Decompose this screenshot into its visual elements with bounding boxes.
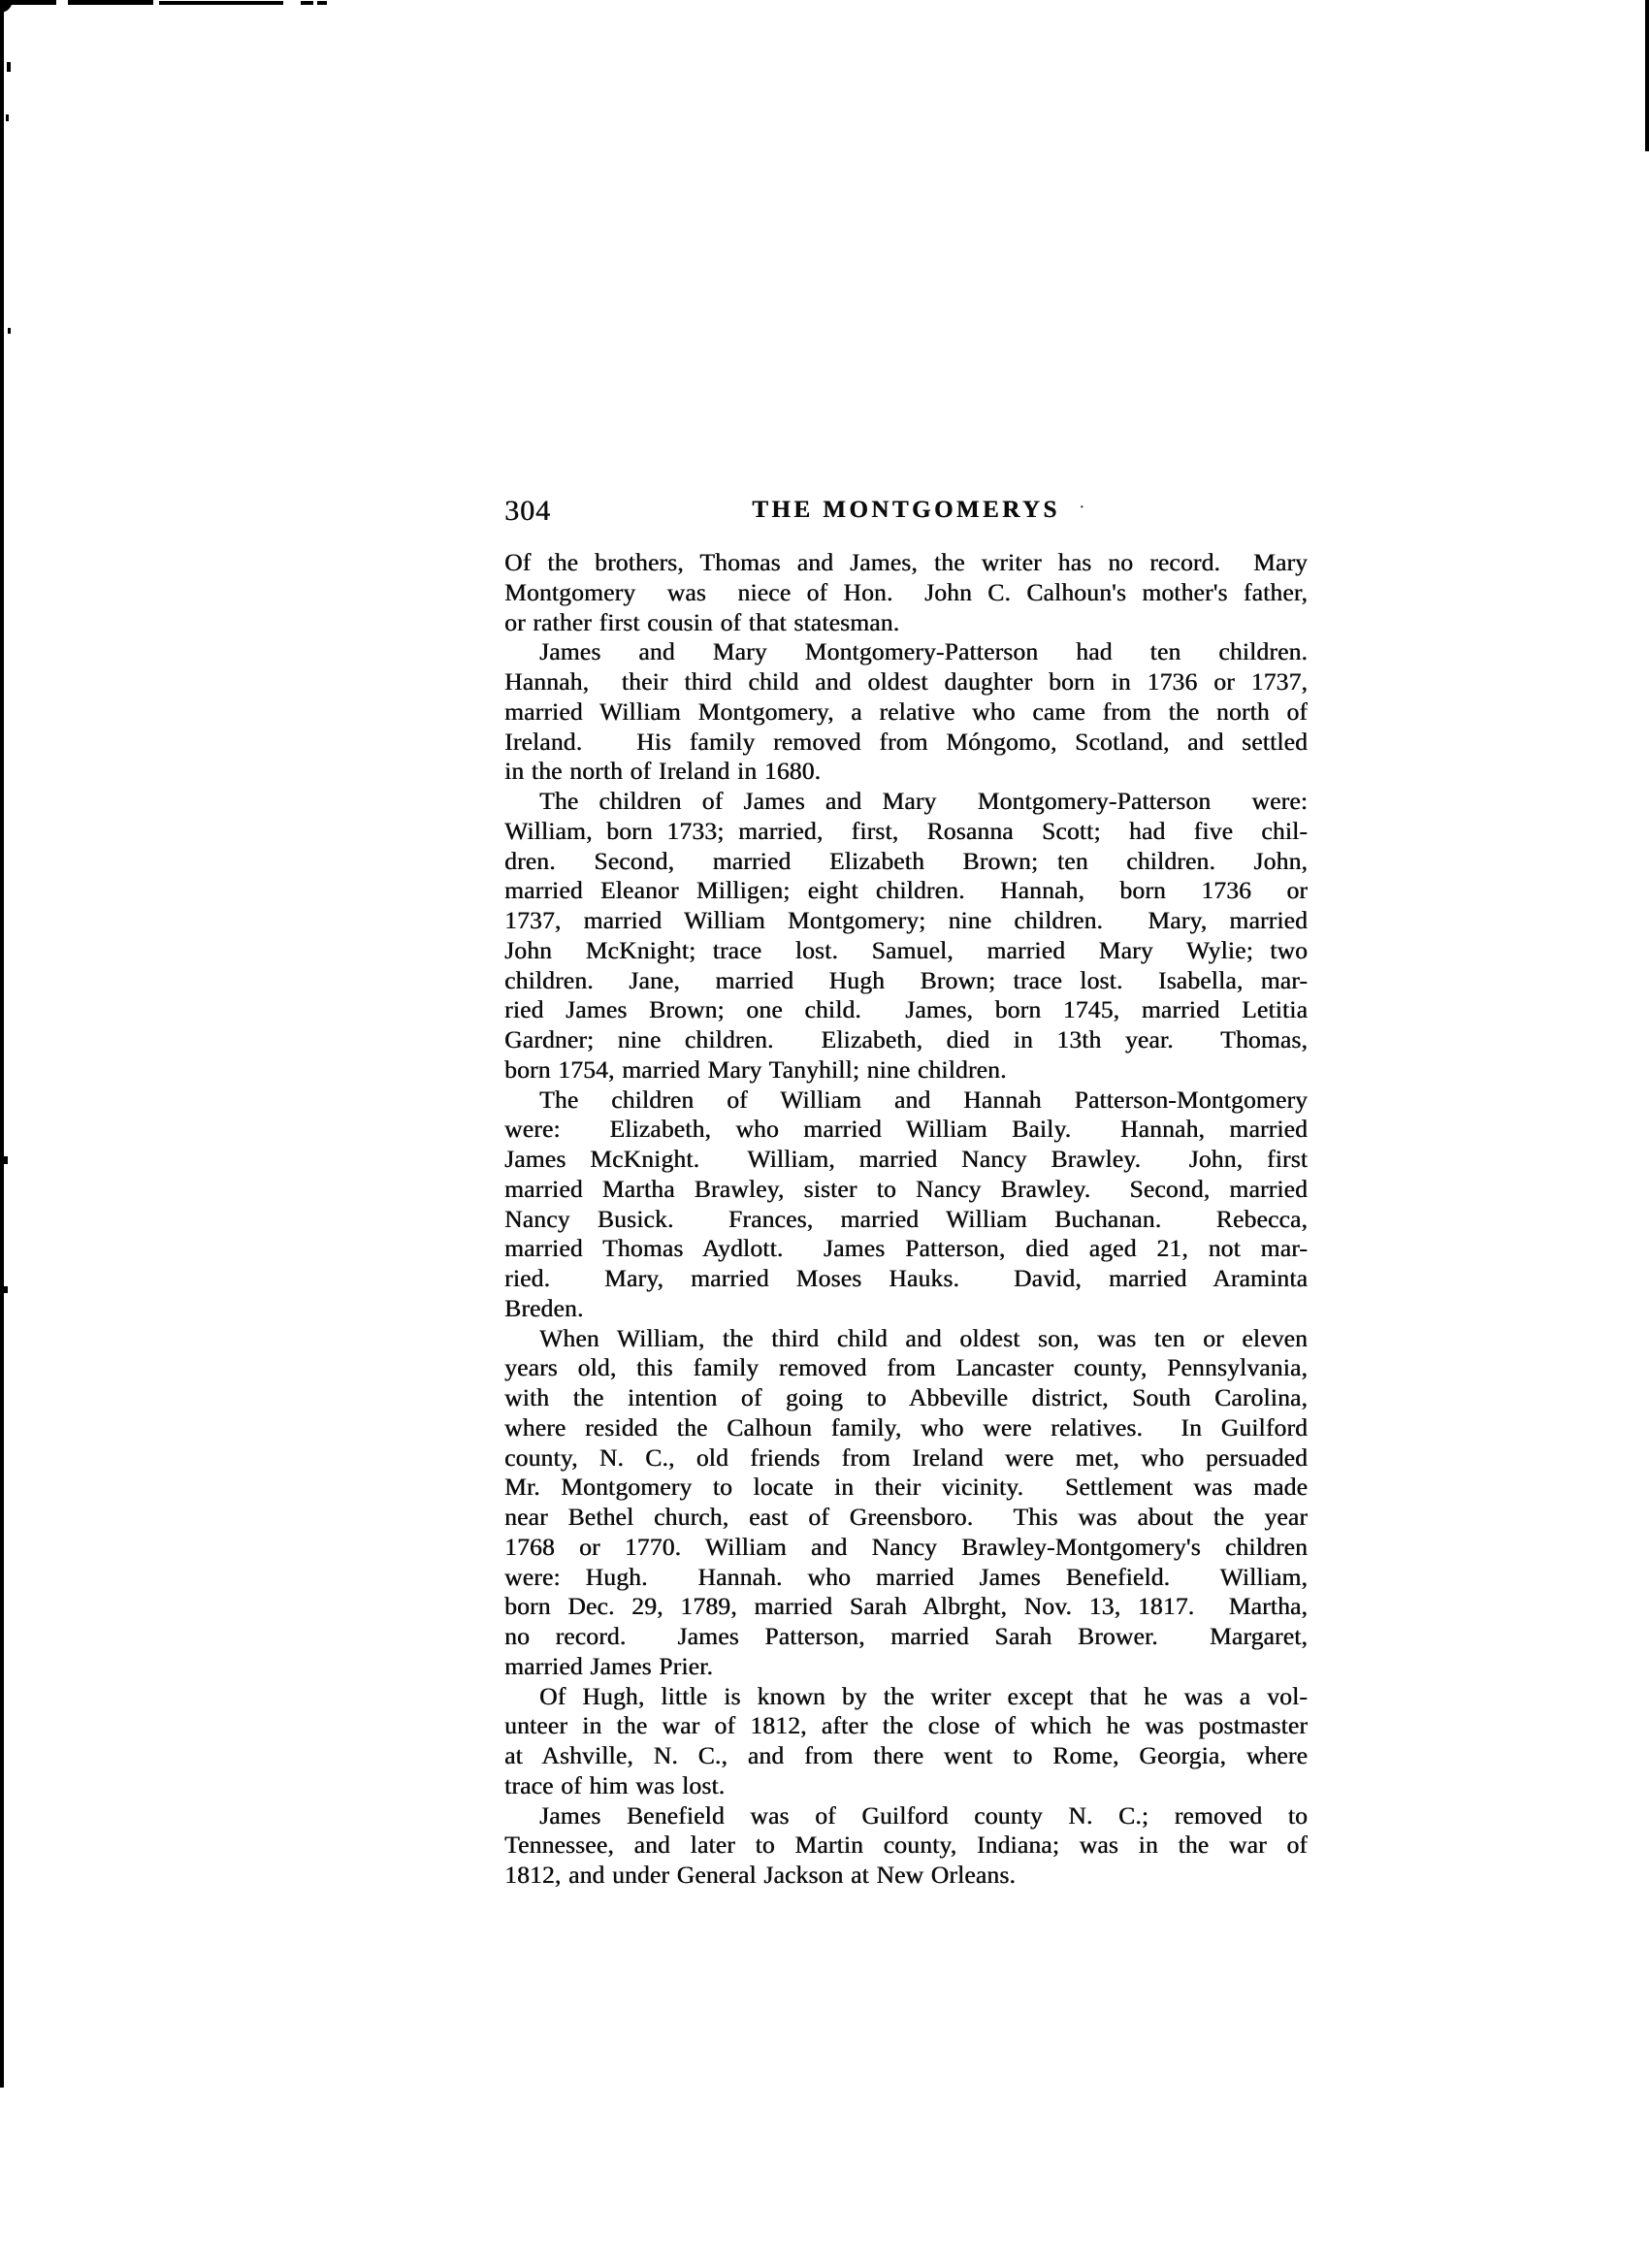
text-line: Hannah, their third child and oldest daughter born in 1736 or 1737, — [504, 667, 1308, 696]
text-line: ried. Mary, married Moses Hauks. David, married Araminta — [504, 1264, 1308, 1292]
paragraph — [504, 1085, 1308, 1324]
text-line: where resided the Calhoun family, who were relatives. In Guilford — [504, 1412, 1308, 1442]
text-line: married Martha Brawley, sister to Nancy Brawley. Second, married — [504, 1174, 1308, 1203]
text-line: born 1754, married Mary Tanyhill; nine children. — [504, 1054, 1007, 1084]
text-line: Breden. — [504, 1293, 584, 1322]
paragraph — [504, 787, 1308, 1085]
text-line: near Bethel church, east of Greensboro. This was about the year — [504, 1503, 1308, 1531]
scan-speck — [7, 62, 11, 72]
text-line: married Thomas Aydlott. James Patterson, died aged 21, not mar- — [504, 1234, 1308, 1263]
text-line: Montgomery was niece of Hon. John C. Calhoun's mother's father, — [504, 577, 1308, 606]
text-line: The children of William and Hannah Patterson-Montgomery — [539, 1085, 1308, 1114]
scan-speck — [4, 1156, 8, 1164]
scan-top-edge-artifact — [301, 1, 313, 5]
text-line: were: Hugh. Hannah. who married James Benefield. William, — [504, 1562, 1308, 1591]
text-line: 1768 or 1770. William and Nancy Brawley-Montgomery's children — [504, 1532, 1308, 1561]
text-line: John McKnight; trace lost. Samuel, married Mary Wylie; two — [504, 935, 1308, 964]
text-line: no record. James Patterson, married Sarah Brower. Margaret, — [504, 1622, 1308, 1650]
scan-left-edge-artifact — [0, 0, 4, 2088]
page-body — [504, 548, 1308, 1891]
text-line: trace of him was lost. — [504, 1770, 726, 1799]
scan-right-edge-artifact — [1645, 0, 1649, 151]
scan-top-edge-artifact — [0, 0, 56, 5]
header-ink-mark: · — [1079, 497, 1085, 518]
text-line: Of the brothers, Thomas and James, the writer has no record. Mary — [504, 548, 1308, 576]
text-line: James and Mary Montgomery-Patterson had ten children. — [539, 637, 1308, 666]
scan-speck — [4, 1286, 8, 1293]
paragraph — [504, 1324, 1308, 1682]
paragraph — [504, 1682, 1308, 1801]
page-header — [504, 497, 1308, 530]
running-title: THE MONTGOMERYS — [752, 497, 1060, 523]
text-line: Of Hugh, little is known by the writer except that he was a vol- — [539, 1681, 1308, 1710]
text-line: in the north of Ireland in 1680. — [504, 757, 822, 786]
text-line: with the intention of going to Abbeville district, South Carolina, — [504, 1383, 1308, 1411]
paragraph — [504, 1801, 1308, 1891]
text-line: Tennessee, and later to Martin county, Indiana; was in the war of — [504, 1831, 1308, 1860]
text-line: Ireland. His family removed from Móngomo, Scotland, and settled — [504, 727, 1308, 756]
paragraph — [504, 548, 1308, 637]
text-line: or rather first cousin of that statesman. — [504, 607, 900, 636]
text-line: married James Prier. — [504, 1651, 713, 1680]
text-line: born Dec. 29, 1789, married Sarah Albrght, Nov. 13, 1817. Martha, — [504, 1592, 1308, 1621]
scan-top-edge-artifact — [159, 1, 283, 5]
text-line: The children of James and Mary Montgomery-Patterson were: — [539, 787, 1308, 815]
text-line: at Ashville, N. C., and from there went to Rome, Georgia, where — [504, 1741, 1308, 1769]
text-line: 1812, and under General Jackson at New Orleans. — [504, 1861, 1016, 1889]
text-line: 1737, married William Montgomery; nine children. Mary, married — [504, 906, 1308, 934]
paragraph — [504, 637, 1308, 787]
text-line: county, N. C., old friends from Ireland were met, who persuaded — [504, 1442, 1308, 1472]
scan-speck — [1, 2076, 4, 2086]
text-line: Gardner; nine children. Elizabeth, died in 13th year. Thomas, — [504, 1025, 1308, 1053]
text-line: married Eleanor Milligen; eight children. Hannah, born 1736 or — [504, 876, 1308, 905]
text-line: William, born 1733; married, first, Rosanna Scott; had five chil- — [504, 816, 1308, 845]
text-line: years old, this family removed from Lancaster county, Pennsylvania, — [504, 1353, 1308, 1382]
text-line: were: Elizabeth, who married William Baily. Hannah, married — [504, 1115, 1308, 1144]
scan-speck — [6, 114, 9, 121]
scan-top-edge-artifact — [68, 0, 153, 5]
text-column — [504, 497, 1308, 1891]
text-line: Mr. Montgomery to locate in their vicinity. Settlement was made — [504, 1473, 1308, 1502]
text-line: dren. Second, married Elizabeth Brown; ten children. John, — [504, 846, 1308, 875]
text-line: James Benefield was of Guilford county N. C.; removed to — [539, 1800, 1308, 1830]
text-line: James McKnight. William, married Nancy Brawley. John, first — [504, 1145, 1308, 1173]
scan-top-edge-artifact — [317, 1, 327, 5]
text-line: married William Montgomery, a relative who came from the north of — [504, 697, 1308, 726]
text-line: unteer in the war of 1812, after the close of which he was postmaster — [504, 1711, 1308, 1740]
text-line: children. Jane, married Hugh Brown; trace lost. Isabella, mar- — [504, 965, 1308, 994]
text-line: ried James Brown; one child. James, born 1745, married Letitia — [504, 995, 1308, 1024]
text-line: When William, the third child and oldest son, was ten or eleven — [539, 1323, 1308, 1352]
page-number: 304 — [504, 495, 551, 527]
text-line: Nancy Busick. Frances, married William Buchanan. Rebecca, — [504, 1204, 1308, 1233]
scan-speck — [8, 328, 11, 334]
